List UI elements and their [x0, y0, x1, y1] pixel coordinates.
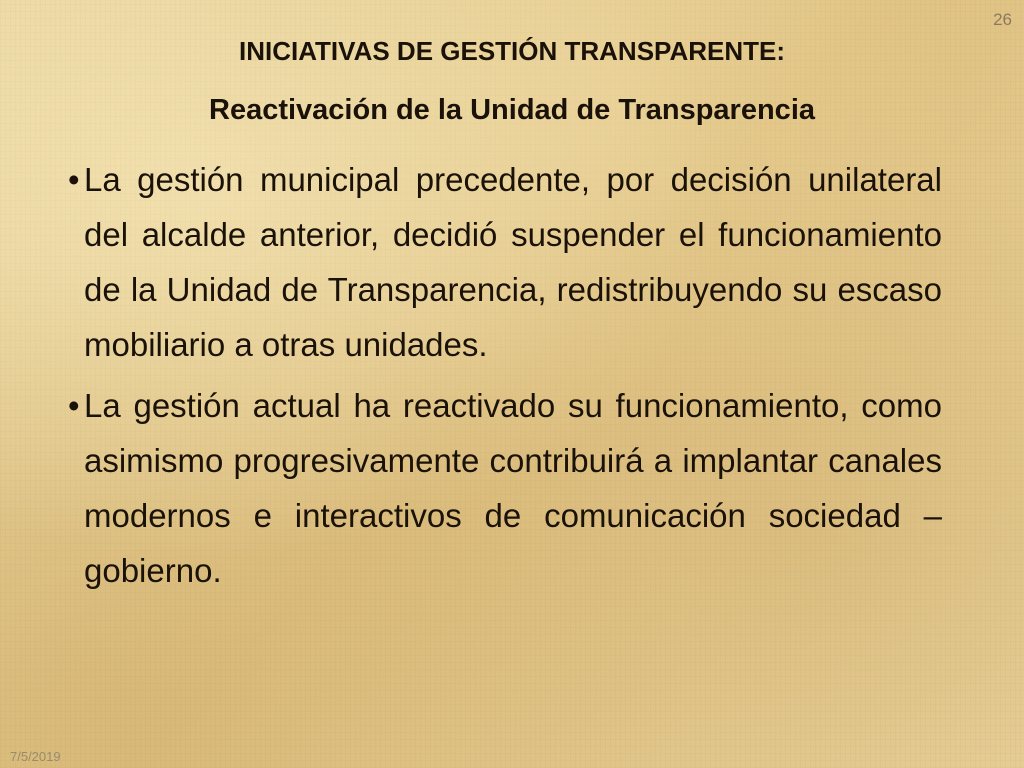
bullet-text: La gestión municipal precedente, por decisión unilateral del alcalde anterior, decidió suspender el funcionamiento de la Unidad de Transparencia, redistribuyendo su escaso mobiliario a otras unidades. — [84, 161, 942, 363]
slide-number: 26 — [993, 10, 1012, 29]
bullet-item — [68, 152, 942, 372]
bullet-item — [68, 378, 942, 598]
bullet-list — [68, 152, 942, 604]
slide-subtitle: Reactivación de la Unidad de Transparencia — [209, 94, 815, 126]
slide-date: 7/5/2019 — [10, 749, 61, 764]
bullet-marker: • — [68, 161, 80, 198]
bullet-text: La gestión actual ha reactivado su funcionamiento, como asimismo progresivamente contribuirá a implantar canales modernos e interactivos de comunicación sociedad – gobierno. — [84, 387, 942, 589]
slide-title: INICIATIVAS DE GESTIÓN TRANSPARENTE: — [238, 36, 786, 66]
bullet-marker: • — [68, 387, 80, 424]
